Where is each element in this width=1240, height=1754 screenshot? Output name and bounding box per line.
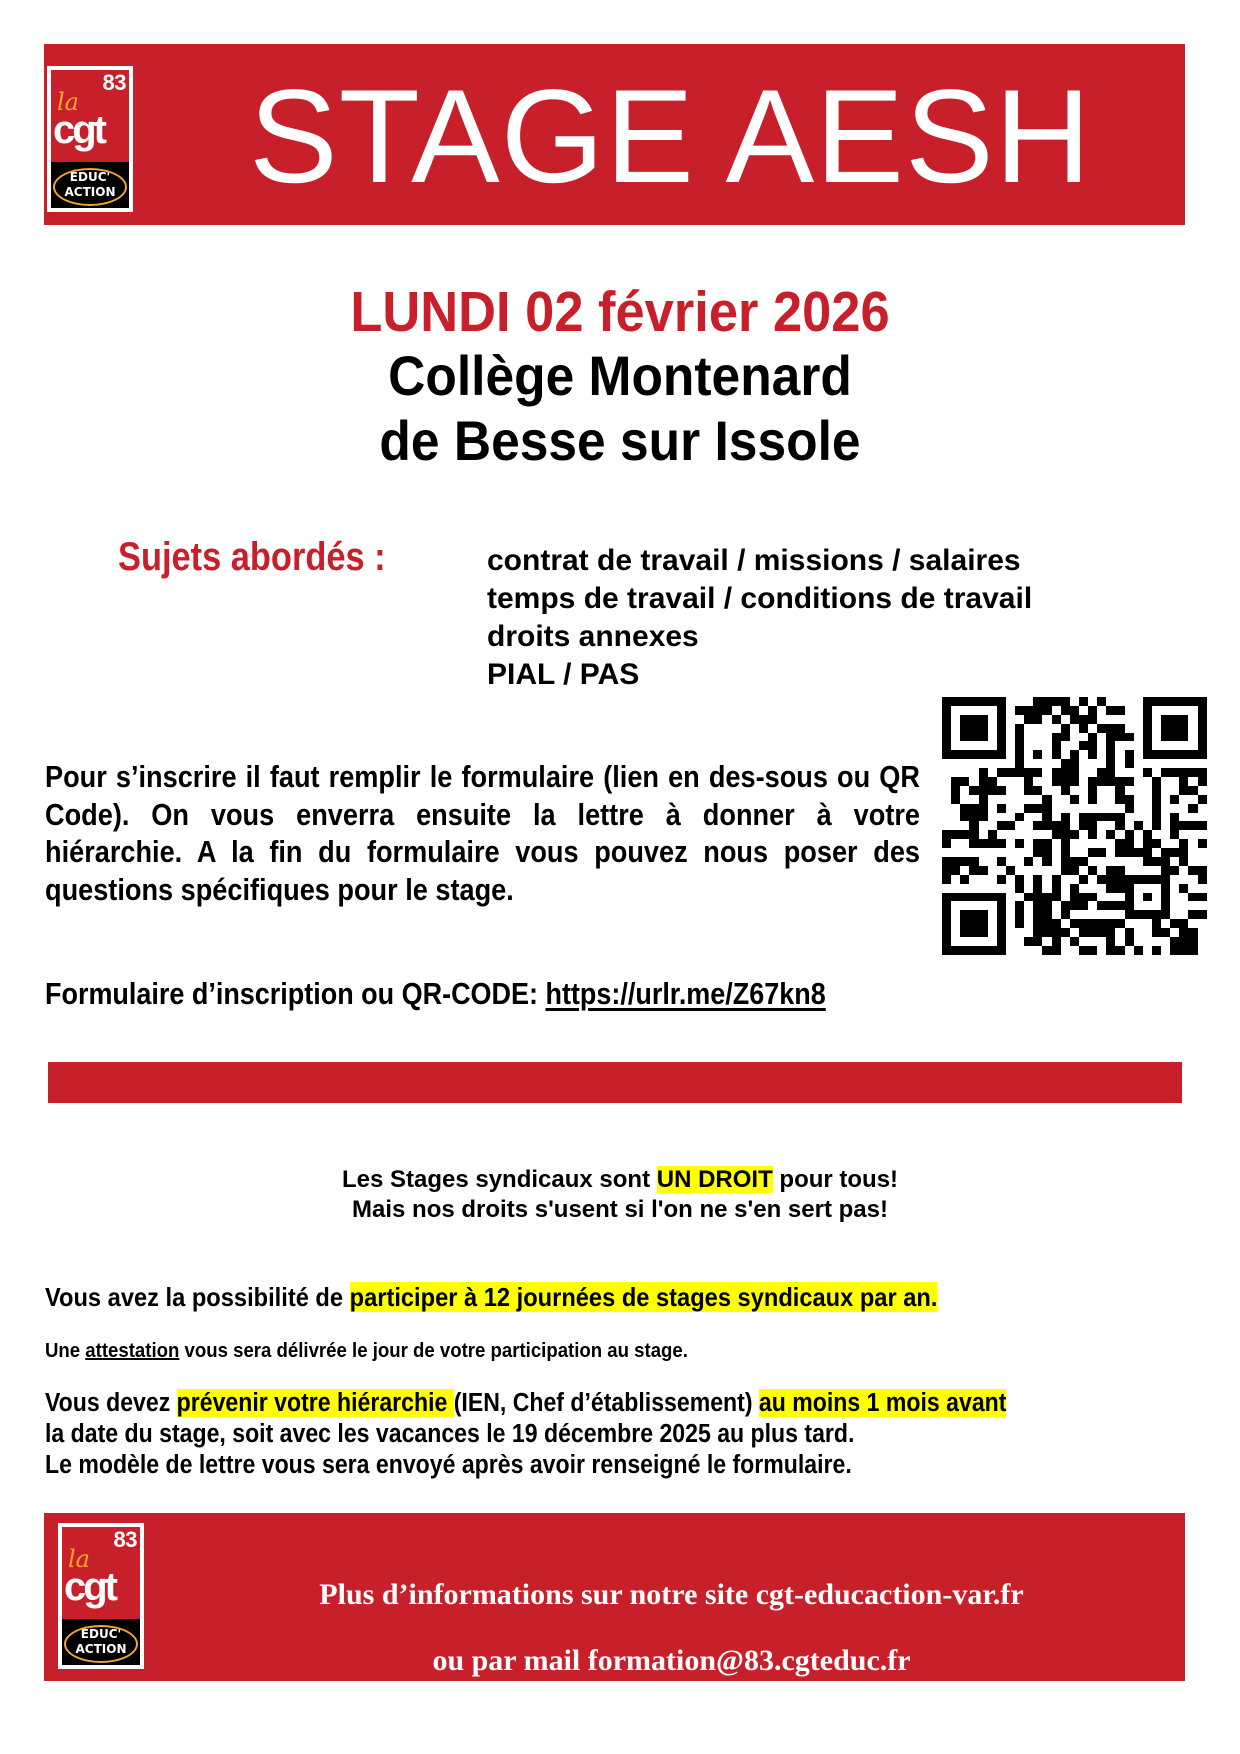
event-place-line1: Collège Montenard	[388, 344, 852, 407]
logo-number: 83	[102, 70, 126, 95]
prevent-highlight1: prévenir votre hiérarchie	[176, 1389, 454, 1417]
prevent-before: Vous devez	[45, 1389, 177, 1417]
header-banner	[44, 44, 1185, 225]
prevent-line2: la date du stage, soit avec les vacances le 19 décembre 2025 au plus tard.	[45, 1420, 855, 1448]
logo-arrows-icon	[53, 168, 127, 206]
rights-slogan	[0, 1165, 1240, 1225]
page-title: STAGE AESH	[249, 63, 1092, 211]
event-date: LUNDI 02 février 2026	[350, 280, 890, 344]
topic-item: PIAL / PAS	[487, 658, 640, 691]
logo-number: 83	[113, 1527, 137, 1552]
logo-la: la	[57, 88, 79, 116]
possibility-text	[45, 1281, 937, 1313]
form-label: Formulaire d’inscription ou QR-CODE:	[45, 976, 546, 1011]
event-place-line2: de Besse sur Issole	[379, 409, 861, 472]
logo-edu-line1: ÉDUC'	[69, 170, 111, 184]
topic-item: temps de travail / conditions de travail	[487, 582, 1033, 615]
topic-item: contrat de travail / missions / salaires	[487, 544, 1021, 577]
footer-email-text: ou par mail formation@83.cgteduc.fr	[432, 1644, 911, 1677]
attestation-text	[45, 1338, 688, 1364]
prevent-text	[45, 1388, 1006, 1481]
footer-website-text: Plus d’informations sur notre site cgt-educaction-var.fr	[319, 1578, 1024, 1611]
attest-underlined: attestation	[85, 1340, 180, 1362]
qr-code-icon[interactable]	[942, 697, 1207, 955]
footer-banner	[44, 1513, 1185, 1681]
attest-before: Une	[45, 1340, 86, 1362]
rights-line1	[0, 1165, 1240, 1195]
highlight-un-droit: UN DROIT	[656, 1166, 773, 1193]
prevent-line1	[45, 1388, 1006, 1419]
attest-after: vous sera délivrée le jour de votre participation au stage.	[179, 1340, 688, 1362]
logo-edu-line2: ACTION	[75, 1642, 127, 1656]
cgt-educaction-logo	[47, 66, 133, 212]
prevent-middle: (IEN, Chef d’établissement)	[453, 1389, 759, 1417]
form-line	[45, 974, 826, 1014]
registration-paragraph	[45, 758, 920, 908]
prevent-highlight2: au moins 1 mois avant	[758, 1389, 1007, 1417]
topic-item: droits annexes	[487, 620, 699, 653]
possibility-highlight: participer à 12 journées de stages syndicaux par an.	[349, 1282, 938, 1312]
logo-edu-line2: ACTION	[64, 185, 116, 199]
logo-la: la	[68, 1545, 90, 1573]
rights-line2: Mais nos droits s'usent si l'on ne s'en sert pas!	[352, 1196, 888, 1223]
form-link[interactable]: https://urlr.me/Z67kn8	[545, 976, 826, 1011]
possibility-before: Vous avez la possibilité de	[45, 1282, 350, 1312]
registration-text: Pour s’inscrire il faut remplir le formulaire (lien en des-sous ou QR Code). On vous enverra ensuite la lettre à donner à votre hiérarchie. A la fin du formulaire vous pouvez nous poser des questions spécifiques pour le stage.	[45, 759, 920, 907]
topics-list	[487, 542, 1032, 694]
logo-cgt: cgt	[64, 1565, 115, 1609]
divider-bar	[48, 1062, 1182, 1103]
logo-cgt: cgt	[53, 108, 104, 152]
topics-label: Sujets abordés :	[118, 535, 386, 579]
rights-line1-text: Les Stages syndicaux sont	[341, 1166, 657, 1193]
rights-line1-end: pour tous!	[772, 1166, 899, 1193]
prevent-line3: Le modèle de lettre vous sera envoyé après avoir renseigné le formulaire.	[45, 1451, 852, 1479]
logo-edu-line1: ÉDUC'	[80, 1627, 122, 1641]
